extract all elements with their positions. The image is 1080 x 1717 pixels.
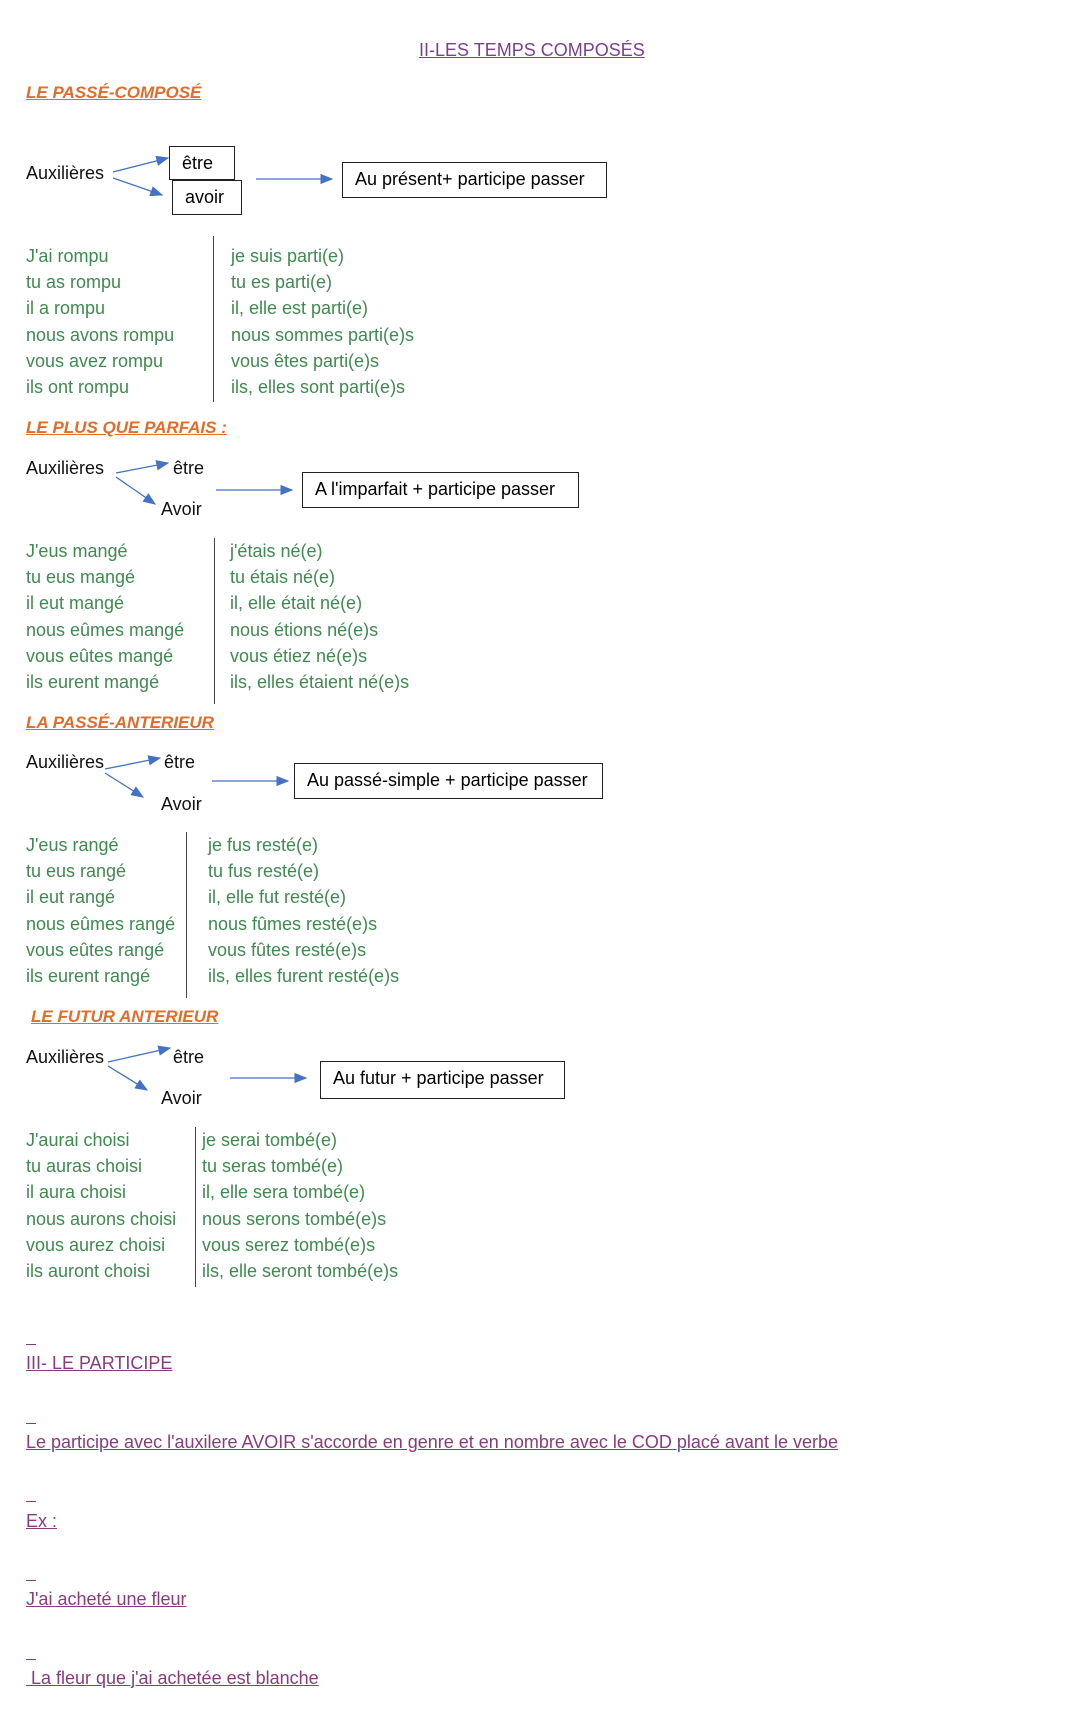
arrow-etre-1 [113,158,168,172]
conjugation-line: nous avons rompu [26,324,175,345]
etre-conjugation-list [230,538,409,695]
example-label: Ex : [26,1510,58,1531]
rule-box: A l'imparfait + participe passer [302,472,579,508]
conjugation-line: il eut rangé [26,887,116,908]
conjugation-line: ils ont rompu [26,377,130,398]
conjugation-line: tu as rompu [26,272,122,293]
aux-avoir: Avoir [161,1088,202,1108]
aux-etre-box: être [169,146,235,180]
conjugation-line: je serai tombé(e) [202,1130,338,1150]
arrow-avoir-2 [116,477,155,504]
conjugation-line: vous eûtes rangé [26,939,165,960]
conjugation-line: nous eûmes mangé [26,619,185,640]
conjugation-line: vous êtes parti(e)s [231,350,380,371]
conjugation-line: vous serez tombé(e)s [202,1234,376,1255]
arrow-avoir-3 [105,773,143,797]
conjugation-line: il, elle est parti(e) [231,298,369,319]
conjugation-line: ils, elle seront tombé(e)s [202,1261,399,1282]
etre-conjugation-list [202,1127,398,1284]
conjugation-line: il eut mangé [26,593,125,614]
conjugation-line: vous fûtes resté(e)s [208,939,367,960]
conjugation-line: il, elle fut resté(e) [208,887,347,908]
conjugation-line: ils eurent mangé [26,672,160,693]
conjugation-line: il aura choisi [26,1182,127,1203]
arrow-etre-2 [116,463,168,473]
conjugation-line: je fus resté(e) [208,835,319,855]
conjugation-line: tu es parti(e) [231,272,333,293]
aux-label: Auxilières [26,458,105,478]
conjugation-line: J'aurai choisi [26,1130,130,1150]
avoir-conjugation-list [26,832,175,989]
avoir-conjugation-list [26,243,174,400]
section-heading-futur-anterieur: LE FUTUR ANTERIEUR [31,1007,219,1026]
conjugation-line: nous eûmes rangé [26,913,176,934]
aux-avoir: Avoir [161,499,202,519]
conjugation-line: nous serons tombé(e)s [202,1208,387,1229]
example-line: La fleur que j'ai achetée est blanche [26,1667,319,1688]
conjugation-line: nous étions né(e)s [230,619,379,640]
participle-section [26,1298,838,1717]
conjugation-line: je suis parti(e) [231,246,345,266]
conjugation-line: tu eus mangé [26,567,136,588]
arrow-etre-4 [108,1048,170,1062]
conjugation-line: tu fus resté(e) [208,861,320,882]
avoir-conjugation-list [26,538,184,695]
conjugation-line: nous sommes parti(e)s [231,324,415,345]
conjugation-line: J'eus rangé [26,835,119,855]
rule-box: Au futur + participe passer [320,1061,565,1099]
aux-label: Auxilières [26,1047,105,1067]
example-line: J'ai acheté une fleur [26,1589,187,1610]
etre-conjugation-list [208,832,399,989]
column-divider [186,832,187,998]
conjugation-line: tu eus rangé [26,861,127,882]
conjugation-line: vous étiez né(e)s [230,645,368,666]
section-heading-plus-que-parfait: LE PLUS QUE PARFAIS : [26,418,227,437]
participle-heading: III- LE PARTICIPE [26,1353,173,1374]
arrow-etre-3 [105,758,160,769]
section-heading-passe-anterieur: LA PASSÉ-ANTERIEUR [26,713,214,732]
aux-etre: être [173,1047,205,1067]
conjugation-line: nous aurons choisi [26,1208,177,1229]
conjugation-line: ils, elles sont parti(e)s [231,377,406,398]
conjugation-line: J'ai rompu [26,246,109,266]
conjugation-line: ils auront choisi [26,1261,151,1282]
rule-box: Au présent+ participe passer [342,162,607,198]
conjugation-line: ils, elles étaient né(e)s [230,672,410,693]
conjugation-line: il, elle sera tombé(e) [202,1182,366,1203]
arrow-avoir-1 [113,178,162,195]
conjugation-line: j'étais né(e) [230,541,323,561]
conjugation-line: il a rompu [26,298,106,319]
column-divider [195,1127,196,1287]
conjugation-line: vous avez rompu [26,350,164,371]
conjugation-line: tu étais né(e) [230,567,336,588]
column-divider [213,236,214,402]
conjugation-line: tu auras choisi [26,1156,143,1177]
column-divider [214,538,215,704]
arrow-avoir-4 [108,1066,147,1090]
conjugation-line: vous eûtes mangé [26,645,174,666]
aux-avoir-box: avoir [172,180,242,215]
conjugation-line: nous fûmes resté(e)s [208,913,378,934]
conjugation-line: ils eurent rangé [26,966,151,987]
conjugation-line: ils, elles furent resté(e)s [208,966,400,987]
conjugation-line: J'eus mangé [26,541,128,561]
aux-label: Auxilières [26,163,105,183]
aux-etre: être [173,458,205,478]
aux-label: Auxilières [26,752,105,772]
avoir-conjugation-list [26,1127,176,1284]
conjugation-line: il, elle était né(e) [230,593,363,614]
conjugation-line: tu seras tombé(e) [202,1156,344,1177]
etre-conjugation-list [231,243,414,400]
section-heading-passe-compose: LE PASSÉ-COMPOSÉ [26,83,202,102]
page-title: II-LES TEMPS COMPOSÉS [419,40,645,60]
aux-etre: être [164,752,196,772]
participle-rule: Le participe avec l'auxilere AVOIR s'accorde en genre et en nombre avec le COD placé avant le verbe [26,1432,838,1453]
aux-avoir: Avoir [161,794,202,814]
rule-box: Au passé-simple + participe passer [294,763,603,799]
conjugation-line: vous aurez choisi [26,1234,166,1255]
